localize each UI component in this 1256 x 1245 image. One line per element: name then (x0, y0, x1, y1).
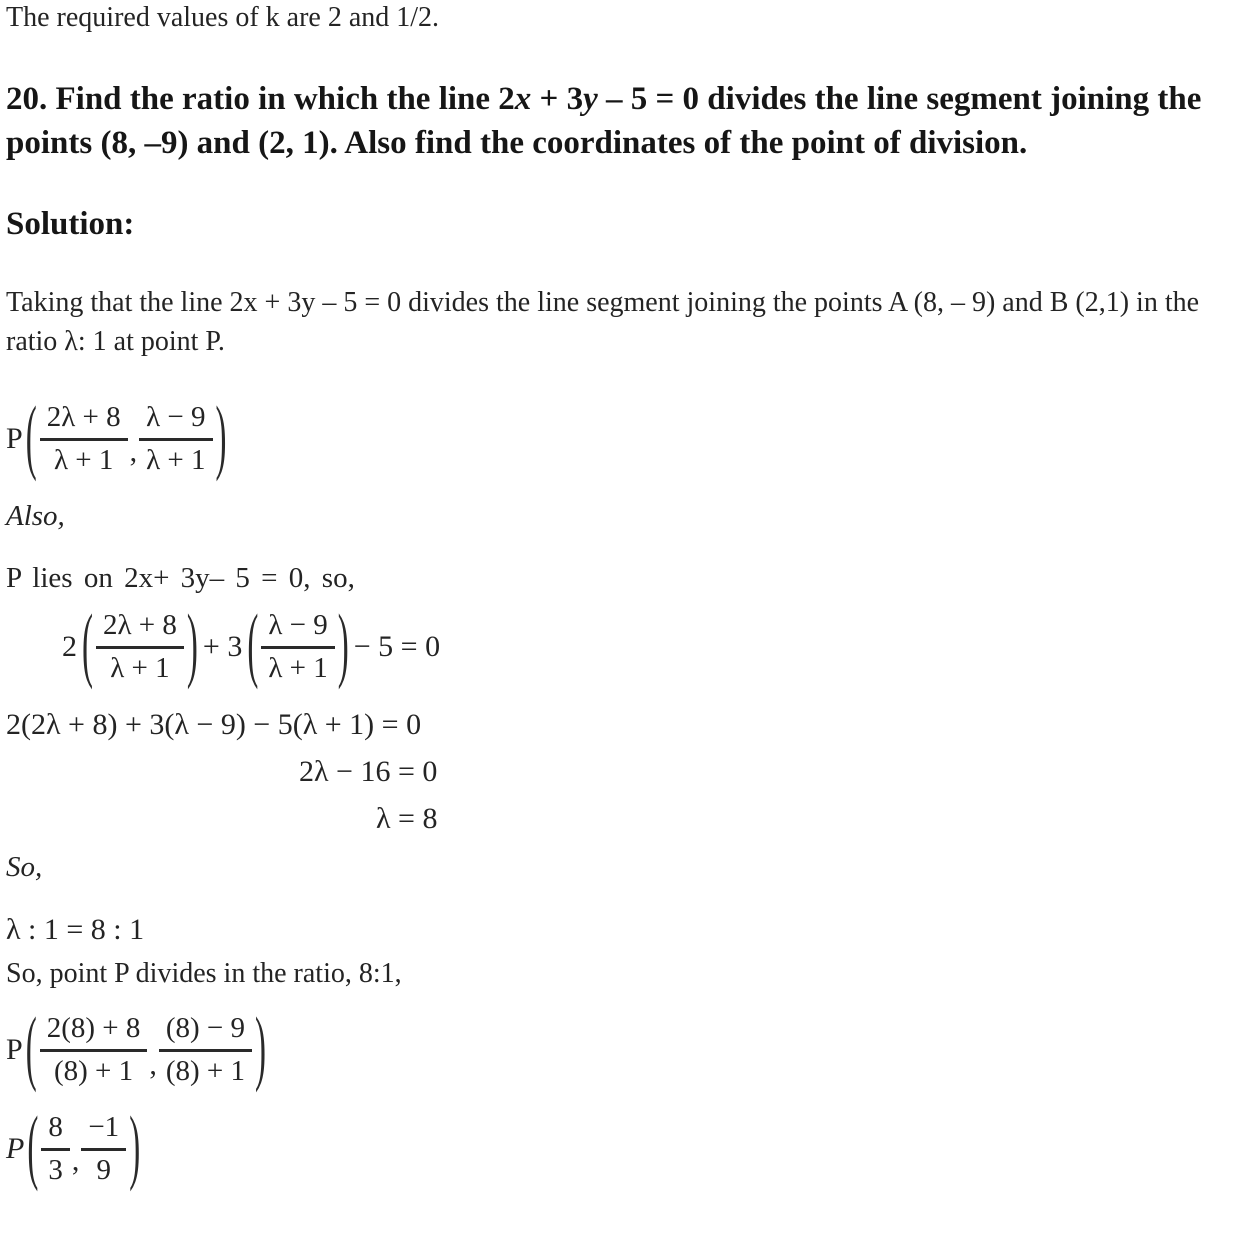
equation-substituted (58, 601, 1252, 693)
solution-document (6, 2, 1252, 1194)
fraction-y-coord (81, 1111, 126, 1187)
formula-point-p-substituted (6, 1002, 1252, 1098)
left-paren: ( (82, 599, 93, 692)
p-lies-line: P lies on 2x+ 3y– 5 = 0, so, (6, 562, 355, 595)
comma-separator: , (71, 1144, 80, 1178)
denominator: λ + 1 (146, 443, 206, 476)
right-paren: ) (186, 599, 198, 692)
numerator: 2λ + 8 (96, 609, 184, 648)
left-paren: ( (27, 1101, 39, 1194)
so-label: So, (6, 851, 43, 884)
denominator: (8) + 1 (53, 1054, 134, 1087)
intro-line: The required values of k are 2 and 1/2. (6, 2, 440, 33)
fraction-x-coord (40, 401, 128, 477)
also-label: Also, (6, 500, 65, 533)
ratio-equation: λ : 1 = 8 : 1 (6, 913, 145, 947)
denominator: λ + 1 (268, 651, 328, 684)
equation-expanded: 2(2λ + 8) + 3(λ − 9) − 5(λ + 1) = 0 (6, 708, 422, 742)
right-paren: ) (215, 391, 227, 484)
fraction-y-coord (139, 401, 212, 477)
numerator: λ − 9 (261, 609, 334, 648)
fraction-y-coord (261, 609, 334, 685)
setup-paragraph: Taking that the line 2x + 3y – 5 = 0 divides the line segment joining the points A (8, – 9) and B (2,1) in the ratio λ: 1 at point P. (6, 286, 1200, 357)
numerator: −1 (81, 1111, 126, 1150)
denominator: 3 (48, 1153, 63, 1186)
comma-separator: , (129, 435, 138, 469)
formula-point-p-final (6, 1101, 1252, 1194)
left-paren: ( (25, 391, 37, 484)
point-label: P (6, 1132, 25, 1166)
question-text-3: – 5 = 0 divides the line segment joining the points (8, –9) and (2, 1). Also find the coordinates of the point of division. (6, 81, 1202, 161)
numerator: (8) − 9 (159, 1012, 252, 1051)
denominator: λ + 1 (53, 443, 114, 476)
fraction-x-coord (96, 609, 184, 685)
left-paren: ( (247, 599, 259, 692)
numerator: λ − 9 (139, 401, 212, 440)
minus-5-equals-0: − 5 = 0 (353, 630, 441, 664)
point-label: P (6, 1033, 23, 1067)
denominator: λ + 1 (110, 651, 170, 684)
question-heading (6, 78, 1252, 166)
coefficient-2: 2 (62, 630, 77, 664)
ratio-conclusion: So, point P divides in the ratio, 8:1, (6, 958, 402, 990)
denominator: 9 (96, 1153, 111, 1186)
denominator: (8) + 1 (165, 1054, 246, 1087)
equation-lambda-value: λ = 8 (376, 802, 438, 836)
question-var-x: x (514, 81, 532, 117)
fraction-y-coord (159, 1012, 252, 1088)
formula-point-p-lambda (6, 393, 1252, 485)
plus-3-term: + 3 (202, 630, 243, 664)
comma-separator: , (149, 1048, 157, 1082)
right-paren: ) (255, 1002, 267, 1095)
right-paren: ) (337, 599, 349, 692)
question-text-1: 20. Find the ratio in which the line 2 (6, 81, 515, 117)
right-paren: ) (129, 1101, 141, 1194)
question-var-y: y (583, 81, 598, 117)
fraction-x-coord (41, 1111, 70, 1187)
numerator: 2λ + 8 (40, 401, 128, 440)
solution-label: Solution: (6, 205, 135, 242)
numerator: 8 (41, 1111, 70, 1150)
question-text-2: + 3 (531, 81, 584, 117)
fraction-x-coord (40, 1012, 148, 1088)
numerator: 2(8) + 8 (40, 1012, 148, 1051)
left-paren: ( (25, 1002, 37, 1095)
equation-simplified: 2λ − 16 = 0 (299, 755, 438, 789)
point-label: P (6, 422, 23, 456)
